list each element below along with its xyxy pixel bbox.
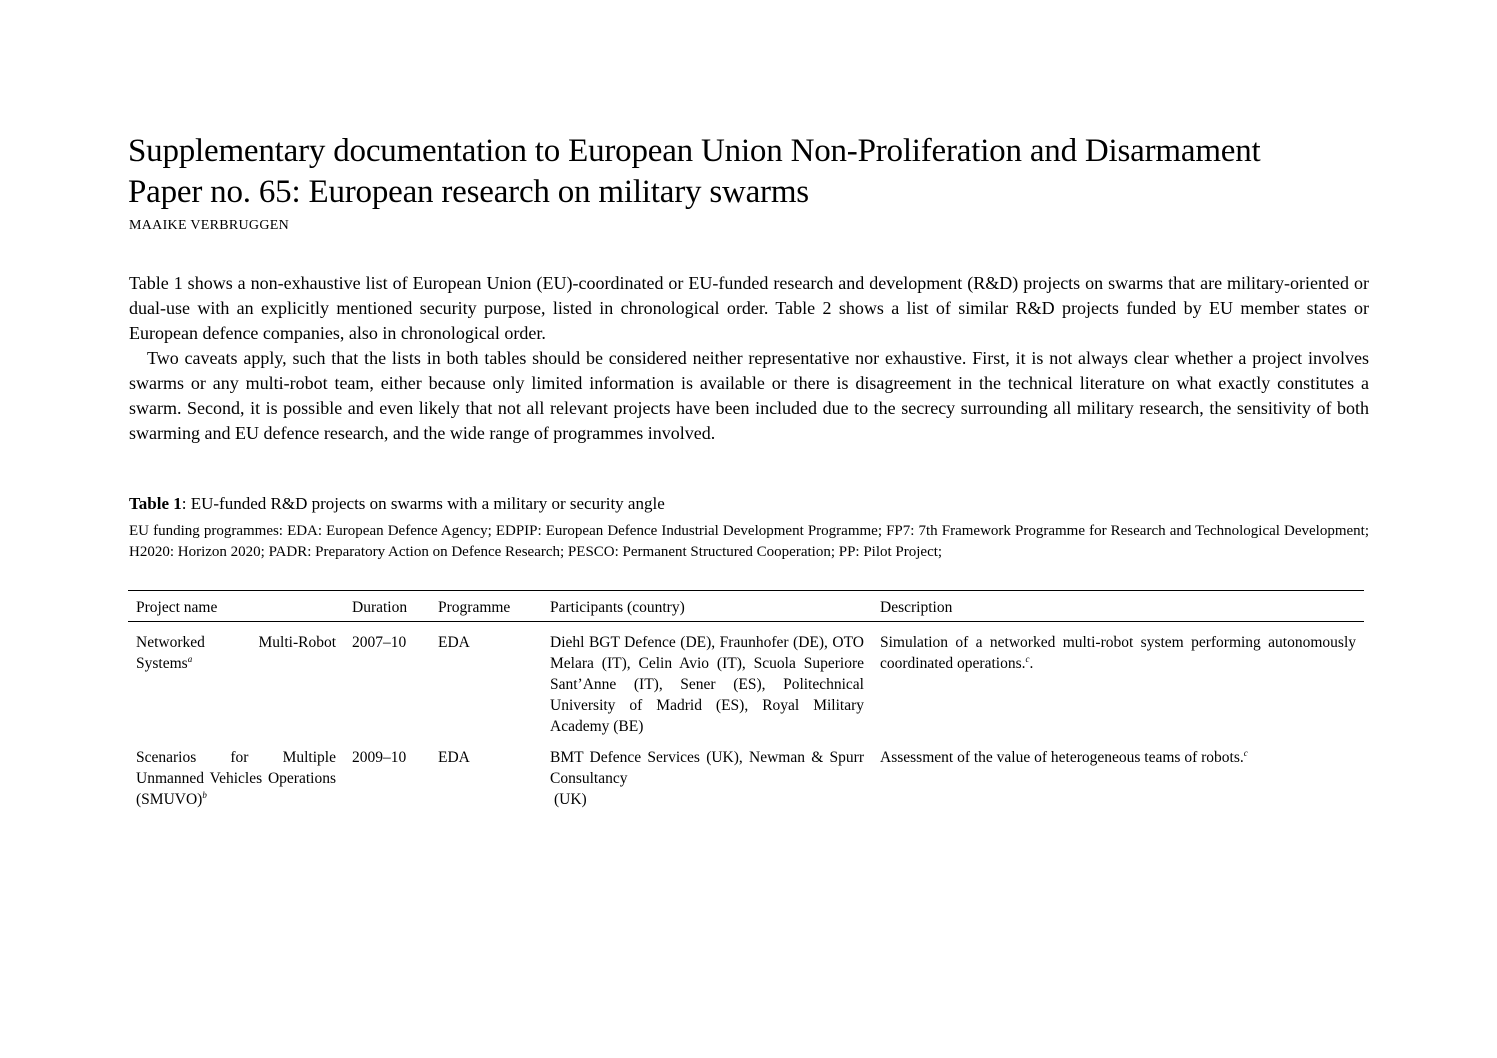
table-caption-label: Table 1: [129, 494, 182, 513]
header-participants: Participants (country): [542, 591, 872, 622]
cell-project-name: [128, 622, 344, 738]
participants-text: BMT Defence Services (UK), Newman & Spurr Consultancy: [550, 749, 864, 787]
cell-duration: 2007–10: [352, 634, 407, 651]
title-line-1: Supplementary documentation to European Union Non-Proliferation and Disarmament: [128, 133, 1261, 169]
table-row: [128, 737, 1364, 810]
author-name: MAAIKE VERBRUGGEN: [129, 218, 290, 233]
cell-programme: EDA: [438, 634, 470, 651]
table-header-row: [128, 591, 1364, 622]
table-caption: [129, 493, 665, 515]
project-name-text: Networked Multi-Robot Systems: [136, 634, 336, 672]
project-name-text: Scenarios for Multiple Unmanned Vehicles Operations (SMUVO): [136, 749, 336, 808]
intro-paragraph-2: Two caveats apply, such that the lists in both tables should be considered neither representative nor exhaustive. First, it is not always clear whether a project involves swarms or any multi-robot team, either because only limited information is available or there is disagreement in the technical literature on what exactly constitutes a swarm. Second, it is possible and even likely that not all relevant projects have been included due to the secrecy surrounding all military research, the sensitivity of both swarming and EU defence research, and the wide range of programmes involved.: [129, 348, 1369, 443]
title-line-2: Paper no. 65: European research on military swarms: [128, 174, 809, 210]
footnote-marker: c: [1025, 653, 1030, 664]
cell-programme: EDA: [438, 749, 470, 766]
description-end: .: [1029, 655, 1034, 672]
footnote-marker: b: [202, 789, 207, 800]
cell-project-name: [128, 737, 344, 810]
projects-table: [128, 590, 1364, 810]
cell-description: [872, 737, 1364, 810]
participants-trail: (UK): [554, 791, 587, 808]
cell-participants: [542, 737, 872, 810]
header-duration: Duration: [344, 591, 430, 622]
header-project-name: Project name: [128, 591, 344, 622]
intro-text: [129, 271, 1369, 446]
cell-duration: 2009–10: [352, 749, 407, 766]
description-text: Assessment of the value of heterogeneous teams of robots.: [880, 749, 1244, 766]
cell-description: [872, 622, 1364, 738]
participants-text: Diehl BGT Defence (DE), Fraunhofer (DE), OTO Melara (IT), Celin Avio (IT), Scuola Superiore Sant’Anne (IT), Sener (ES), Politechnical University of Madrid (ES), Royal Military Academy (BE): [550, 634, 864, 735]
header-programme: Programme: [430, 591, 542, 622]
footnote-marker: c: [1243, 747, 1248, 758]
document-title: [128, 131, 1388, 213]
cell-participants: [542, 622, 872, 738]
header-description: Description: [872, 591, 1364, 622]
description-text: Simulation of a networked multi-robot system performing autonomously coordinated operations.: [880, 634, 1356, 672]
intro-paragraph-1: Table 1 shows a non-exhaustive list of European Union (EU)-coordinated or EU-funded research and development (R&D) projects on swarms that are military-oriented or dual-use with an explicitly mentioned security purpose, listed in chronological order. Table 2 shows a list of similar R&D projects funded by EU member states or European defence companies, also in chronological order.: [129, 273, 1369, 343]
table-row: [128, 622, 1364, 738]
table-abbreviations-note: EU funding programmes: EDA: European Defence Agency; EDPIP: European Defence Industrial Development Programme; FP7: 7th Framework Programme for Research and Technological Development; H2020: Horizon 2020; PADR: Preparatory Action on Defence Research; PESCO: Permanent Structured Cooperation; PP: Pilot Project;: [129, 523, 1369, 560]
table-caption-text: : EU-funded R&D projects on swarms with a military or security angle: [181, 494, 665, 513]
footnote-marker: a: [187, 653, 193, 664]
